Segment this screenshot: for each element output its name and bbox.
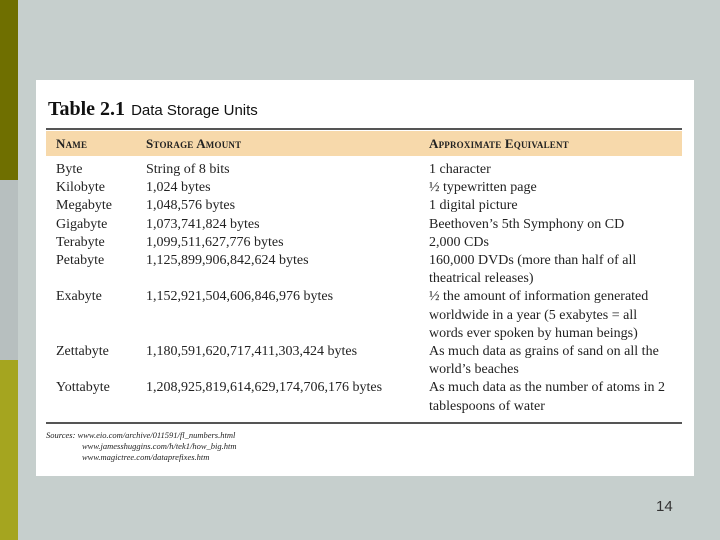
cell-amount: 1,152,921,504,606,846,976 bytes: [146, 289, 334, 305]
cell-equivalent: 160,000 DVDs (more than half of all theatrical releases): [429, 253, 637, 287]
slide-number: 14: [656, 498, 673, 515]
cell-equivalent: 1 digital picture: [429, 198, 518, 214]
cell-equivalent: Beethoven’s 5th Symphony on CD: [429, 216, 625, 232]
table-body: [46, 161, 682, 416]
cell-name: Gigabyte: [56, 216, 108, 232]
top-rule: [46, 128, 682, 130]
sources-note: [46, 430, 237, 463]
table-title: [48, 98, 258, 121]
bottom-rule: [46, 422, 682, 424]
cell-equivalent: ½ the amount of information generated worldwide in a year (5 exabytes = all words ever spoken by human beings): [429, 289, 649, 341]
accent-bar-top: [0, 0, 18, 180]
cell-name: Exabyte: [56, 289, 102, 305]
cell-amount: String of 8 bits: [146, 162, 230, 177]
cell-amount: 1,048,576 bytes: [146, 198, 236, 214]
cell-amount: 1,099,511,627,776 bytes: [146, 234, 284, 250]
table-row: [46, 379, 682, 415]
accent-bar-middle: [0, 180, 18, 360]
cell-equivalent: As much data as the number of atoms in 2 tablespoons of water: [429, 380, 666, 414]
cell-equivalent: As much data as grains of sand on all the world’s beaches: [429, 344, 659, 378]
table-row: [46, 179, 682, 197]
sources-label: Sources:: [46, 430, 76, 440]
table-row: [46, 252, 682, 288]
table-panel: [36, 80, 694, 476]
table-row: [46, 288, 682, 343]
table-number: Table 2.1: [48, 98, 126, 120]
cell-amount: 1,073,741,824 bytes: [146, 216, 260, 232]
table-row: [46, 234, 682, 252]
cell-name: Byte: [56, 162, 83, 177]
source-line: www.eio.com/archive/011591/fl_numbers.html: [77, 430, 236, 440]
cell-name: Terabyte: [56, 234, 105, 250]
cell-name: Kilobyte: [56, 180, 105, 196]
cell-amount: 1,208,925,819,614,629,174,706,176 bytes: [146, 380, 383, 396]
table-row: [46, 197, 682, 215]
table-header: [46, 131, 682, 156]
table-caption: Data Storage Units: [131, 102, 258, 119]
cell-name: Megabyte: [56, 198, 112, 214]
header-storage-amount: Storage Amount: [146, 136, 242, 151]
table-row: [46, 216, 682, 234]
source-line: www.jamesshuggins.com/h/tek1/how_big.htm: [82, 441, 237, 451]
cell-name: Petabyte: [56, 253, 105, 269]
cell-equivalent: 1 character: [429, 162, 491, 177]
cell-equivalent: 2,000 CDs: [429, 234, 489, 250]
cell-amount: 1,125,899,906,842,624 bytes: [146, 253, 309, 269]
header-name: Name: [56, 136, 88, 151]
cell-amount: 1,180,591,620,717,411,303,424 bytes: [146, 344, 358, 360]
table-row: [46, 161, 682, 179]
cell-amount: 1,024 bytes: [146, 180, 211, 196]
table-row: [46, 343, 682, 379]
accent-bar-bottom: [0, 360, 18, 540]
cell-name: Yottabyte: [56, 380, 110, 396]
source-line: www.magictree.com/dataprefixes.htm: [82, 452, 210, 462]
cell-name: Zettabyte: [56, 344, 109, 360]
cell-equivalent: ½ typewritten page: [429, 180, 537, 196]
header-approximate-equivalent: Approximate Equivalent: [429, 136, 569, 151]
